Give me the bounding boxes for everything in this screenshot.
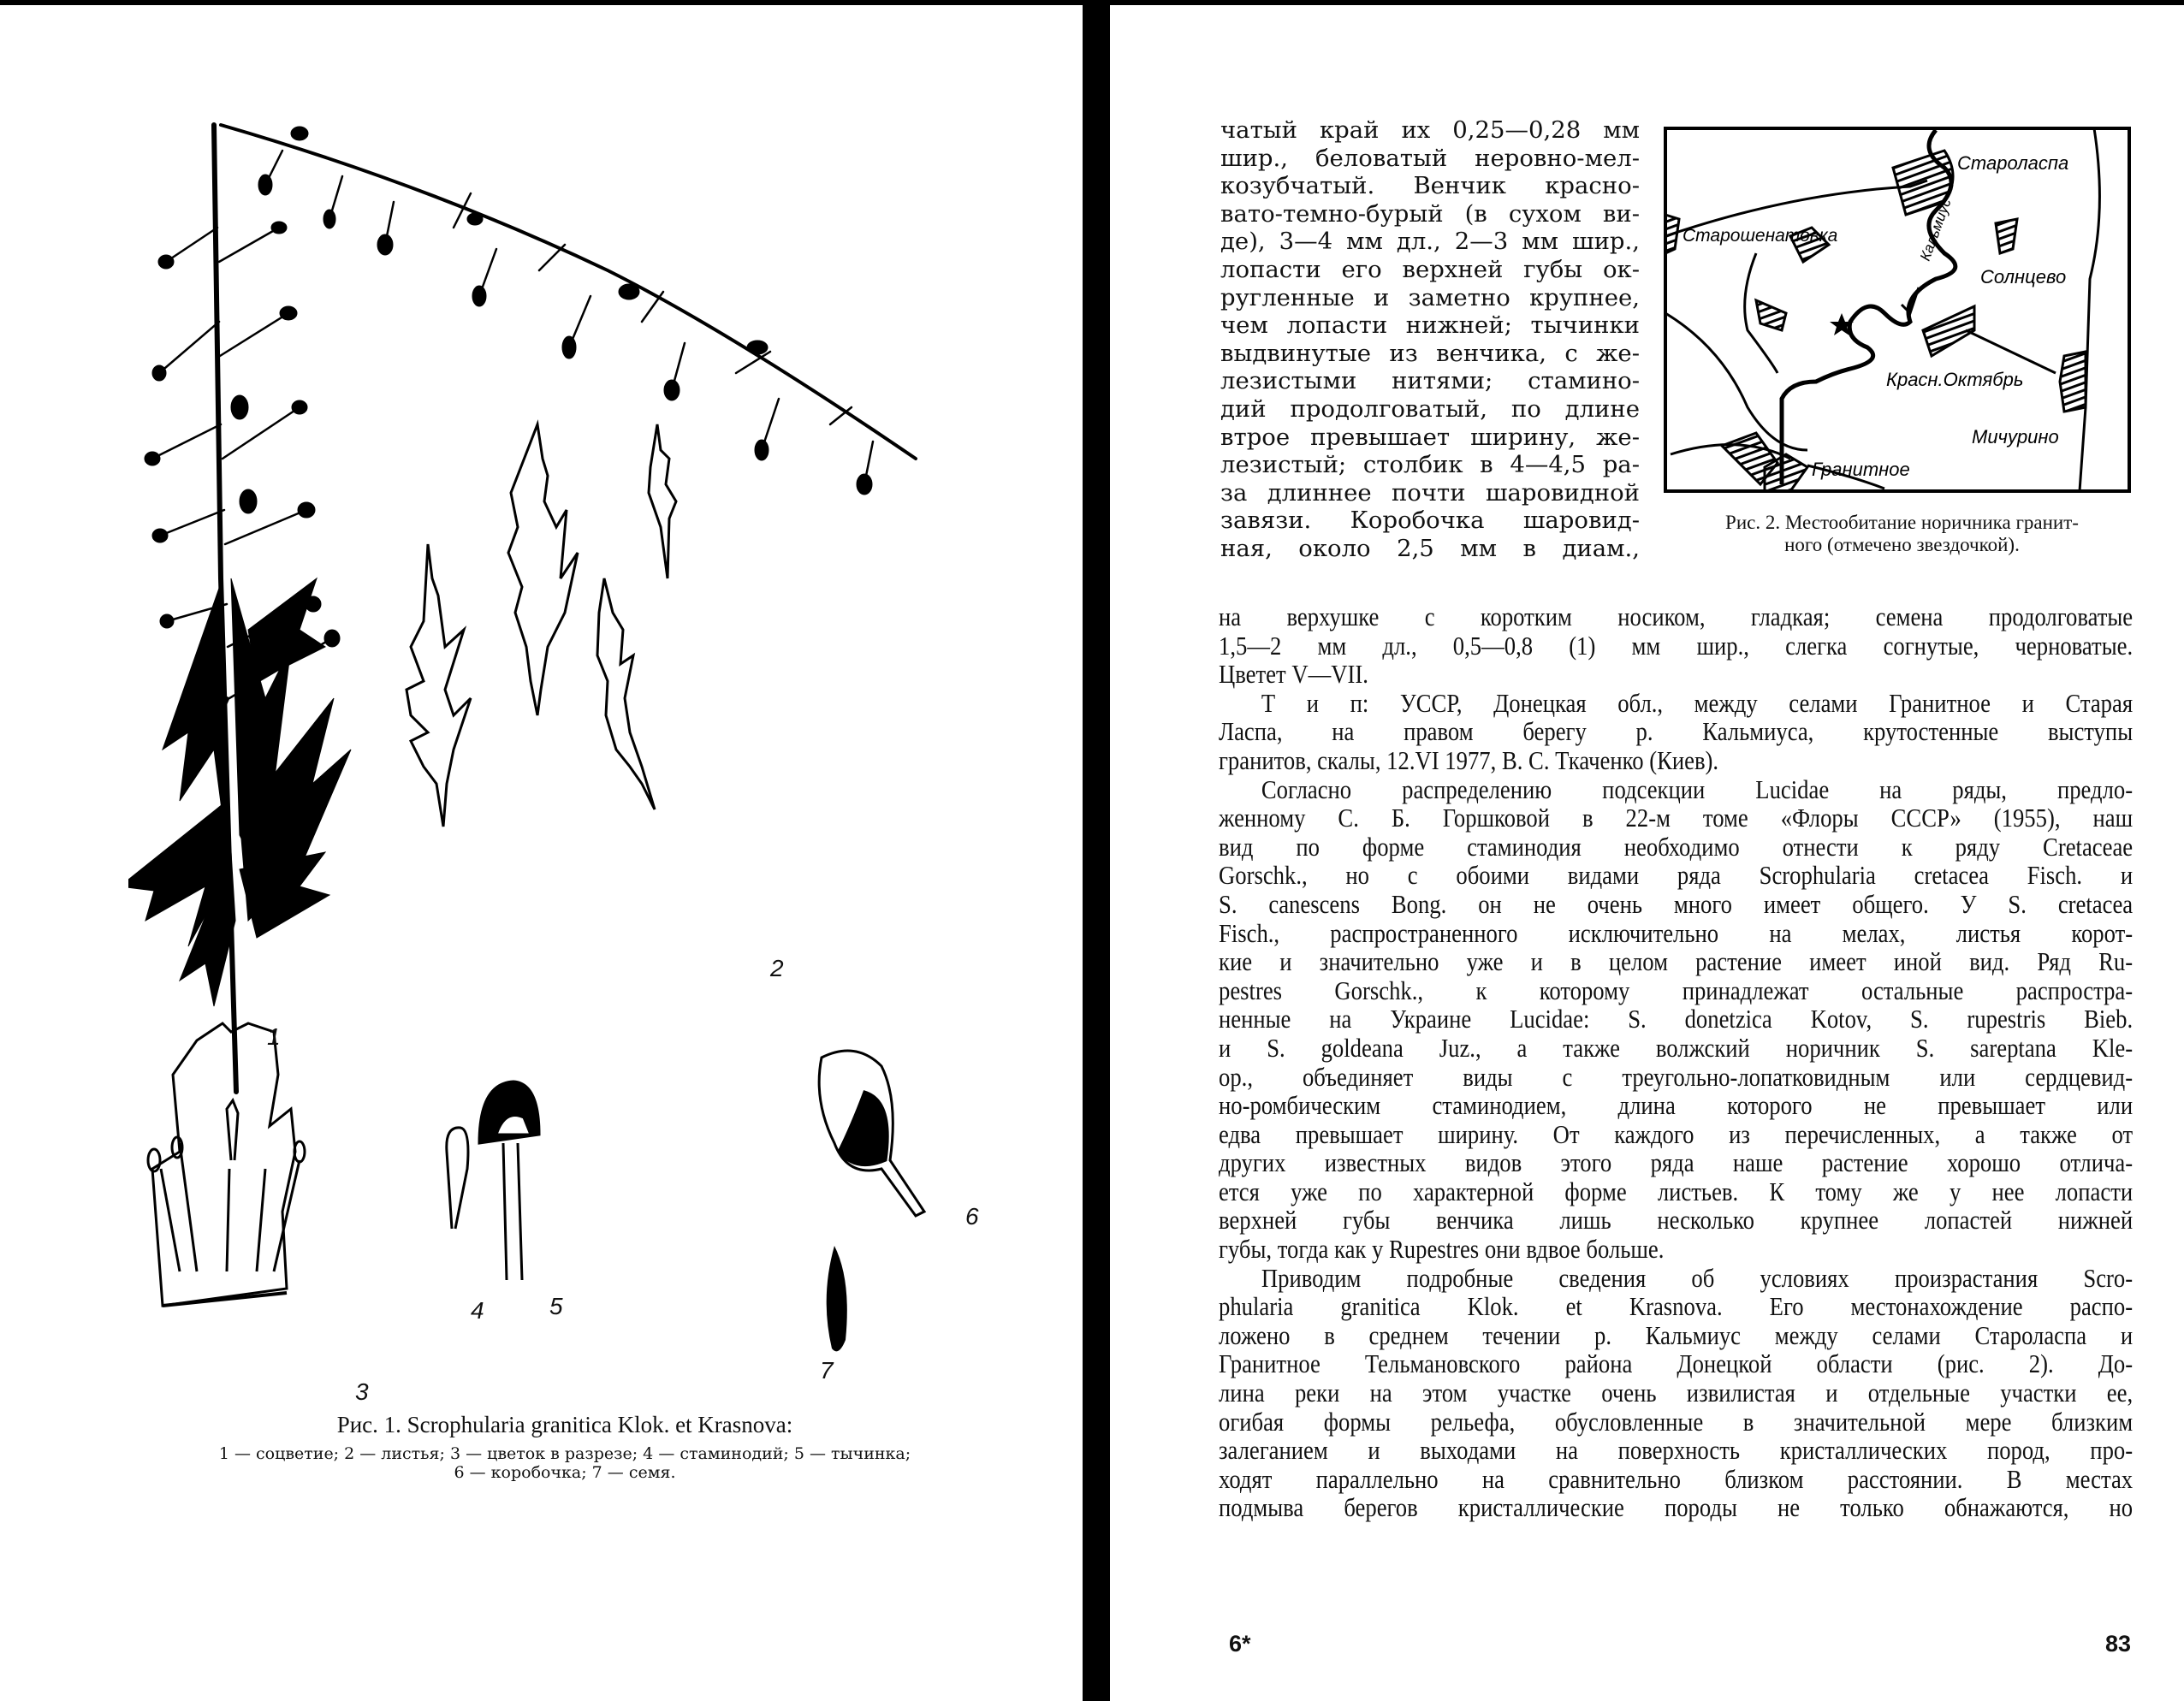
text-line: на верхушке с коротким носиком, гладкая; семена продолговатые <box>1219 602 2134 631</box>
text-line: де), 3—4 мм дл., 2—3 мм шир., <box>1220 228 1640 256</box>
text-line: Gorschk., но с обоими видами ряда Scrophularia cretacea Fisch. и <box>1219 860 2134 891</box>
stamen-drawing <box>479 1082 539 1280</box>
text-line: лопасти его верхней губы ок- <box>1220 255 1640 283</box>
text-line: вид по форме стаминодия необходимо отнести к ряду Cretaceae <box>1219 831 2134 862</box>
text-line: других известных видов этого ряда наше растение хорошо отлича- <box>1219 1147 2134 1178</box>
text-line: Т и п: УССР, Донецкая обл., между селами Гранитное и Старая <box>1261 687 2134 718</box>
figure-1-legend <box>128 1444 1001 1482</box>
text-line: чатый край их 0,25—0,28 мм <box>1220 116 1640 144</box>
map-label-starosignatovka: Старошенатовка <box>1683 226 1838 246</box>
text-line: лина реки на этом участке очень извилистая и отдельные участки ее, <box>1219 1378 2134 1408</box>
inflorescence-drawing <box>128 125 916 1092</box>
narrow-text-column <box>1220 116 1640 563</box>
map-label-staroláspa: Староласпа <box>1957 152 2069 174</box>
flower-section-drawing <box>148 1023 305 1306</box>
left-page <box>0 5 1080 1701</box>
text-line: завязи. Коробочка шаровид- <box>1220 507 1640 535</box>
figure-1-legend-line-1: 1 — соцветие; 2 — листья; 3 — цветок в разрезе; 4 — стаминодий; 5 — тычинка; <box>218 1444 911 1463</box>
figure-label-1: 1 <box>267 1023 281 1050</box>
text-line: лезистый; столбик в 4—4,5 ра- <box>1220 451 1640 479</box>
text-line: ется уже по характерной форме листьев. К тому же у нее лопасти <box>1219 1176 2134 1206</box>
figure-label-6: 6 <box>965 1203 979 1230</box>
figure-2-map <box>1662 125 2133 495</box>
map-label-krasn-oktyabr: Красн.Октябрь <box>1886 369 2024 390</box>
figure-1-caption: Рис. 1. Scrophularia granitica Klok. et Krasnova: <box>336 1412 793 1437</box>
leaf-outlines <box>407 424 676 827</box>
text-line: Гранитное Тельмановского района Донецкой области (рис. 2). До- <box>1219 1348 2134 1379</box>
figure-label-5: 5 <box>549 1293 563 1319</box>
text-line: залеганием и выходами на поверхность кристаллических пород, про- <box>1219 1435 2134 1466</box>
text-line: губы, тогда как у Rupestres они вдвое больше. <box>1219 1234 1665 1265</box>
text-line: pestres Gorschk., к которому принадлежат остальные распростра- <box>1219 975 2134 1005</box>
text-line: 1,5—2 мм дл., 0,5—0,8 (1) мм шир., слегка согнутые, черноватые. <box>1219 630 2134 661</box>
full-width-body-text <box>1219 602 2134 1523</box>
text-line: Fisch., распространенного исключительно на мелах, листья корот- <box>1219 917 2134 948</box>
village-michurino <box>2060 352 2086 412</box>
map-label-granitnoe: Гранитное <box>1812 459 1910 480</box>
text-line: втрое превышает ширину, же- <box>1220 423 1640 451</box>
text-line: ложено в среднем течении р. Кальмиус между селами Староласпа и <box>1219 1319 2134 1350</box>
book-gutter <box>1083 0 1110 1701</box>
page-folio-left: 6* <box>1229 1631 1251 1657</box>
text-line: кие и значительно уже и в целом растение имеет иной вид. Ряд Ru- <box>1219 946 2134 977</box>
map-label-solntsevo: Солнцево <box>1980 266 2067 287</box>
text-line: ругленные и заметно крупнее, <box>1220 283 1640 311</box>
map-label-michurino: Мичурино <box>1972 426 2059 447</box>
text-line: шир., беловатый неровно-мел- <box>1220 144 1640 172</box>
text-line: за длиннее почти шаровидной <box>1220 478 1640 507</box>
text-line: но-ромбическим стаминодием, длина которого не превышает или <box>1219 1090 2134 1121</box>
text-line: гранитов, скалы, 12.VI 1977, В. С. Ткаченко (Киев). <box>1219 744 1719 775</box>
figure-label-2: 2 <box>770 955 784 981</box>
text-line: едва превышает ширину. От каждого из перечисленных, а также от <box>1219 1118 2134 1149</box>
text-line: выдвинутые из венчика, с же- <box>1220 339 1640 367</box>
text-line: дий продолговатый, по длине <box>1220 394 1640 423</box>
page-number: 83 <box>2105 1631 2132 1657</box>
text-line: и S. goldeana Juz., а также волжский норичник S. sareptana Kle- <box>1219 1032 2134 1063</box>
text-line: Согласно распределению подсекции Lucidae на ряды, предло- <box>1261 773 2134 804</box>
text-line: S. canescens Bong. он не очень много имеет общего. У S. cretacea <box>1219 888 2134 919</box>
figure-label-4: 4 <box>471 1297 484 1324</box>
text-line: лезистыми нитями; стамино- <box>1220 367 1640 395</box>
text-line: op., объединяет виды с треугольно-лопатковидным или сердцевид- <box>1219 1061 2134 1092</box>
text-line: вато-темно-бурый (в сухом ви- <box>1220 199 1640 228</box>
text-line: phularia granitica Klok. et Krasnova. Его местонахождение распо- <box>1219 1291 2134 1322</box>
village-solntsevo <box>1996 219 2017 253</box>
text-line: Приводим подробные сведения об условиях произрастания Scro- <box>1261 1262 2134 1293</box>
figure-2-caption <box>1652 512 2152 556</box>
figure-1-legend-line-2: 6 — коробочка; 7 — семя. <box>454 1463 676 1482</box>
text-line: Цветет V—VII. <box>1219 659 1368 690</box>
text-line: ненные на Украине Lucidae: S. donetzica Kotov, S. rupestris Bieb. <box>1219 1004 2134 1034</box>
text-line: козубчатый. Венчик красно- <box>1220 172 1640 200</box>
text-line: огибая формы рельефа, обусловленные в значительной мере близким <box>1219 1406 2134 1437</box>
text-line: чем лопасти нижней; тычинки <box>1220 311 1640 340</box>
seed-drawing <box>827 1246 847 1351</box>
text-line: Ласпа, на правом берегу р. Кальмиуса, крутостенные выступы <box>1219 716 2134 747</box>
figure-2-caption-line-1: Рис. 2. Местообитание норичника гранит- <box>1725 512 2079 533</box>
right-page <box>1113 15 2184 1701</box>
figure-label-3: 3 <box>355 1378 369 1405</box>
text-line: женному С. Б. Горшковой в 22-м томе «Флоры СССР» (1955), наш <box>1219 803 2134 833</box>
text-line: верхней губы венчика лишь несколько крупнее лопастей нижней <box>1219 1205 2134 1236</box>
staminode-drawing <box>447 1128 468 1229</box>
text-line: ная, около 2,5 мм в диам., <box>1220 534 1640 562</box>
figure-label-7: 7 <box>820 1357 834 1384</box>
text-line: подмыва берегов кристаллические породы не только обнажаются, но <box>1219 1492 2134 1523</box>
figure-1-illustration <box>128 99 993 1408</box>
map-label-river: Кальмиус <box>1916 196 1955 264</box>
text-line: ходят параллельно на сравнительно близком расстоянии. В местах <box>1219 1463 2134 1494</box>
figure-2-caption-line-2: ного (отмечено звездочкой). <box>1784 534 2020 555</box>
capsule-drawing <box>819 1051 924 1216</box>
